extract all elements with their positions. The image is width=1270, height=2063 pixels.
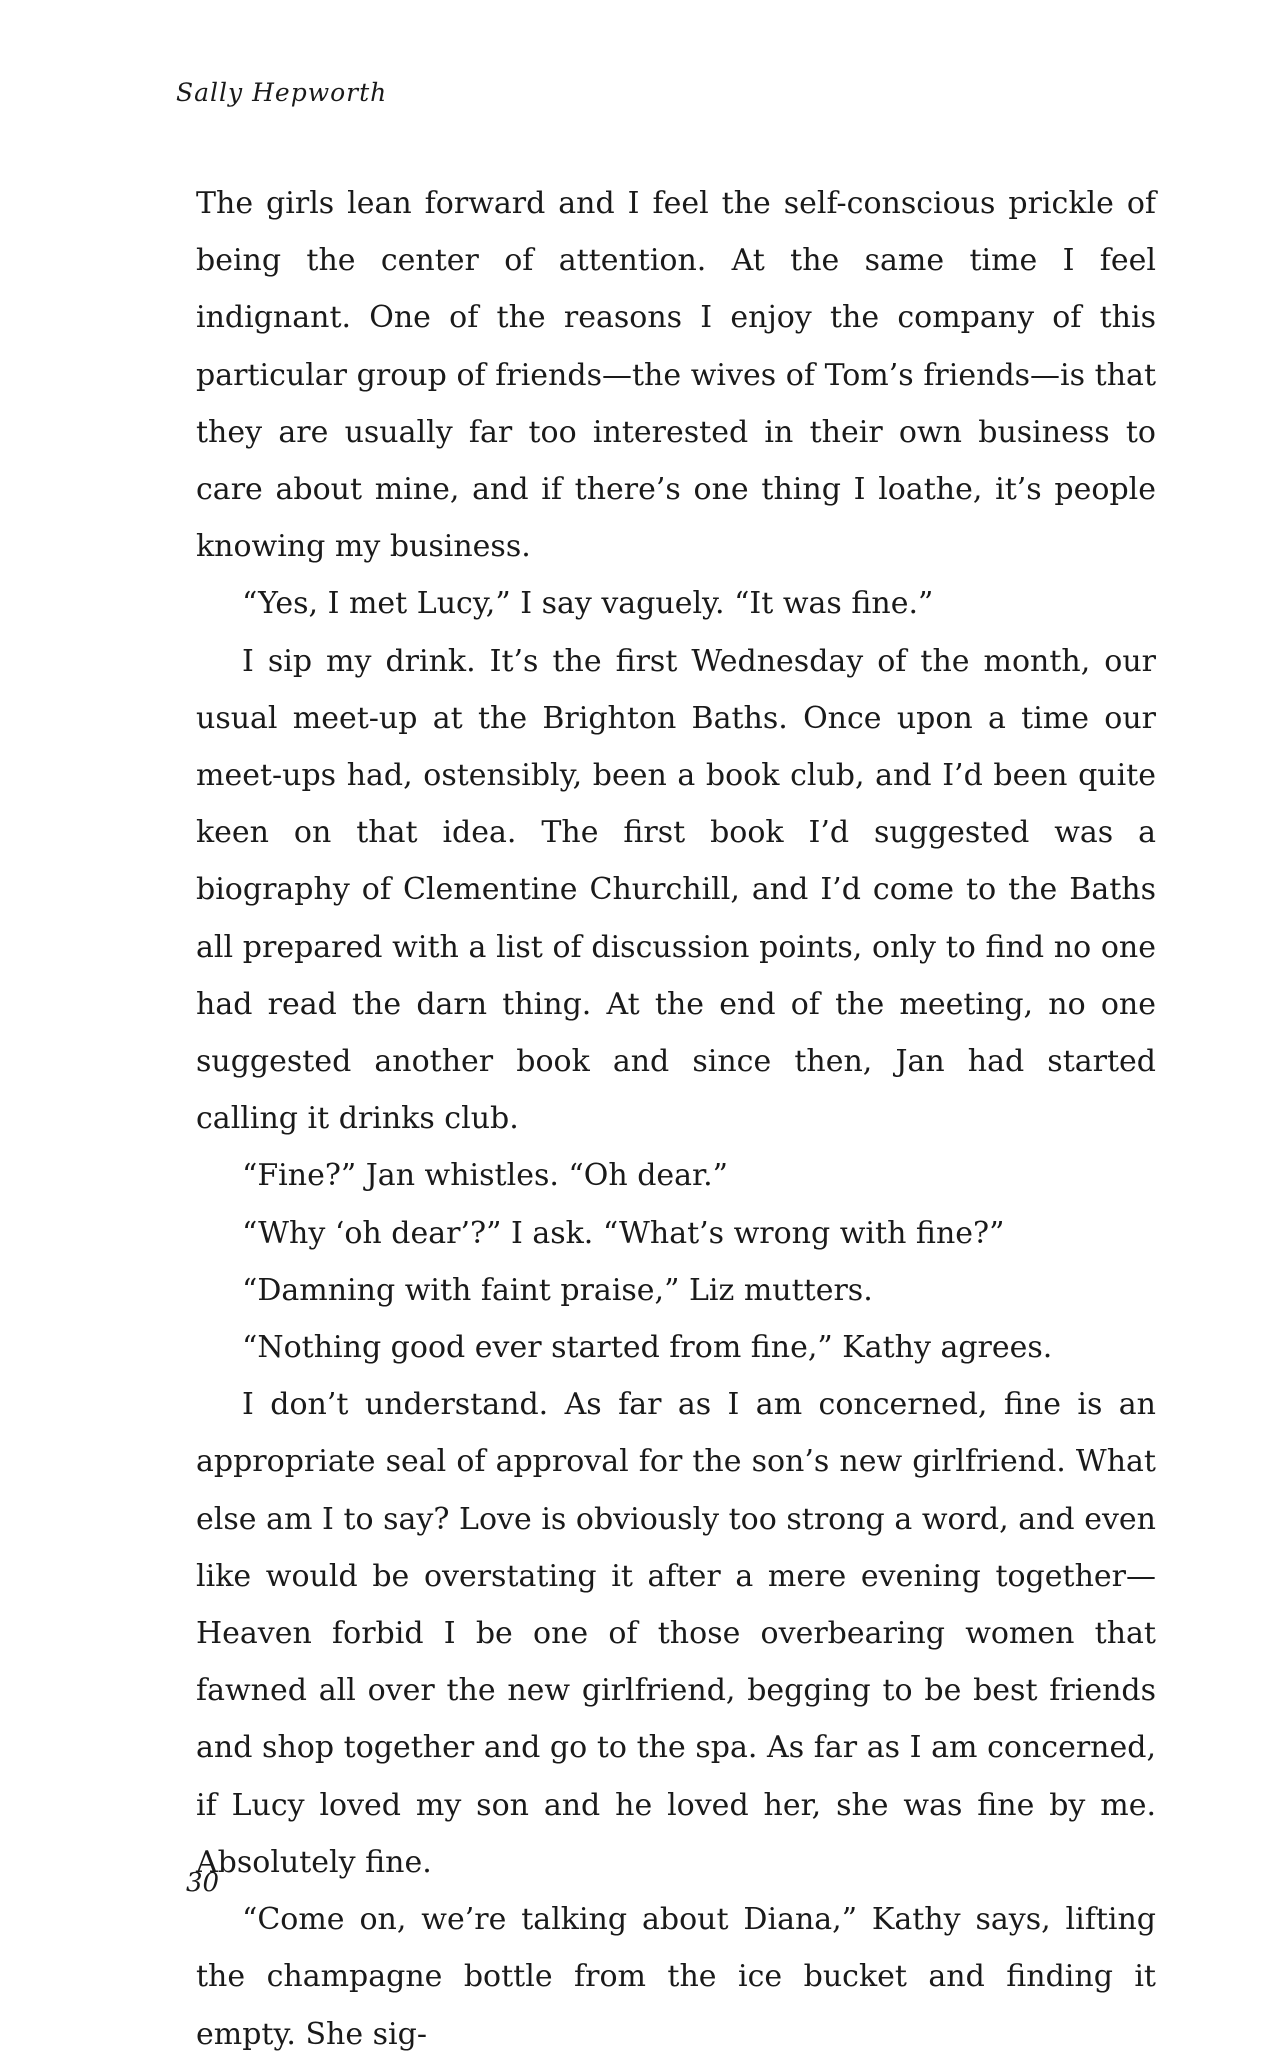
paragraph-4: “Fine?” Jan whistles. “Oh dear.” xyxy=(242,1158,728,1194)
paragraph-8: I don’t understand. As far as I am concerned, fine is an appropriate seal of approval for the son’s new girlfriend. What else am I to say? Love is obviously too strong a word, and even like would be overstating it after a mere evening together—Heaven forbid I be one of those overbearing women that fawned all over the new girlfriend, begging to be best friends and shop together and go to the spa. As far as I am concerned, if Lucy loved my son and he loved her, she was fine by me. Absolutely fine. xyxy=(196,1387,1156,1880)
paragraph-3: I sip my drink. It’s the first Wednesday of the month, our usual meet-up at the Brighton Baths. Once upon a time our meet-ups had, ostensibly, been a book club, and I’d been quite keen on that idea. The first book I’d suggested was a biography of Clementine Churchill, and I’d come to the Baths all prepared with a list of discussion points, only to find no one had read the darn thing. At the end of the meeting, no one suggested another book and since then, Jan had started calling it drinks club. xyxy=(196,643,1156,1137)
paragraph-5: “Why ‘oh dear’?” I ask. “What’s wrong with fine?” xyxy=(242,1215,1005,1251)
paragraph-2: “Yes, I met Lucy,” I say vaguely. “It was fine.” xyxy=(242,586,934,622)
running-head-author: Sally Hepworth xyxy=(176,78,388,107)
paragraph-9: “Come on, we’re talking about Diana,” Kathy says, lifting the champagne bottle from the ice bucket and finding it empty. She sig- xyxy=(196,1902,1156,2052)
paragraph-6: “Damning with faint praise,” Liz mutters. xyxy=(242,1272,873,1308)
paragraph-1: The girls lean forward and I feel the self-conscious prickle of being the center of attention. At the same time I feel indignant. One of the reasons I enjoy the company of this particular group of friends—the wives of Tom’s friends—is that they are usually far too interested in their own business to care about mine, and if there’s one thing I loathe, it’s people knowing my business. xyxy=(196,186,1156,565)
page-number: 30 xyxy=(186,1868,220,1898)
paragraph-7: “Nothing good ever started from fine,” Kathy agrees. xyxy=(242,1330,1053,1366)
page-body-text xyxy=(196,175,1156,2063)
